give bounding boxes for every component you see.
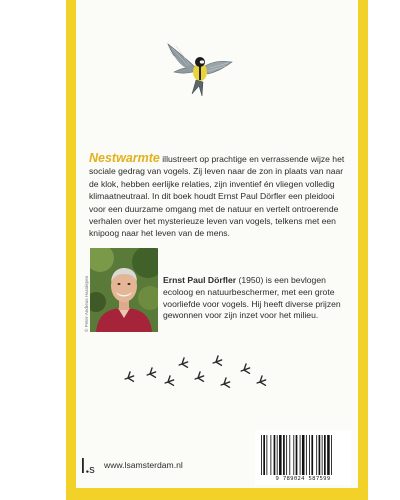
publisher-logo-icon <box>80 457 98 475</box>
publisher-website: www.lsamsterdam.nl <box>104 460 183 470</box>
barcode-bar <box>309 435 310 475</box>
barcode-bar <box>283 435 285 475</box>
book-description-text: illustreert op prachtige en verrassende wijze het sociale gedrag van vogels. Zij leven naar de zon in plaats van naar de klok, hebben eerlijke relaties, zijn inventief én vliegen volledig klimaatneutraal. In dit boek houdt Ernst Paul Dörfler een pleidooi voor een duurzame omgang met de natuur en vertelt ontroerende verhalen over het mysterieuze leven van vogels, telkens met een knipoog naar het leven van de mens. <box>89 154 345 239</box>
barcode-bar <box>311 435 313 475</box>
author-bio-text: (1950) is een bevlogen ecoloog en natuurbeschermer, met een grote voorliefde voor vogels. Hij heeft diverse prijzen gewonnen voor zijn inzet voor het milieu. <box>163 275 341 321</box>
barcode-bar <box>277 435 278 475</box>
barcode-bar <box>293 435 294 475</box>
barcode-bar <box>274 435 276 475</box>
barcode-bar <box>316 435 317 475</box>
barcode-bar <box>296 435 298 475</box>
barcode-bar <box>300 435 301 475</box>
book-description <box>89 152 347 240</box>
barcode-bar <box>319 435 321 475</box>
photo-credit: © Peter-Andreas Hassiepen <box>84 275 89 332</box>
barcode-bar <box>289 435 290 475</box>
barcode-bar <box>306 435 307 475</box>
isbn-number: 9 789024 587599 <box>275 476 331 482</box>
author-bio <box>163 275 348 322</box>
barcode-bars <box>261 435 345 475</box>
barcode-bar <box>322 435 323 475</box>
barcode-bar <box>286 435 287 475</box>
isbn-barcode <box>255 430 351 485</box>
author-photo <box>90 248 158 332</box>
bird-footprints-icon <box>120 352 280 394</box>
barcode-bar <box>279 435 282 475</box>
barcode-bar <box>327 435 330 475</box>
barcode-bar <box>302 435 305 475</box>
barcode-bar <box>266 435 267 475</box>
barcode-bar <box>261 435 262 475</box>
flying-bird-illustration <box>162 38 234 102</box>
author-name: Ernst Paul Dörfler <box>163 275 237 285</box>
book-title: Nestwarmte <box>89 151 160 165</box>
barcode-bar <box>331 435 332 475</box>
barcode-bar <box>270 435 271 475</box>
barcode-bar <box>324 435 326 475</box>
barcode-bar <box>263 435 265 475</box>
svg-text:s: s <box>89 464 95 475</box>
